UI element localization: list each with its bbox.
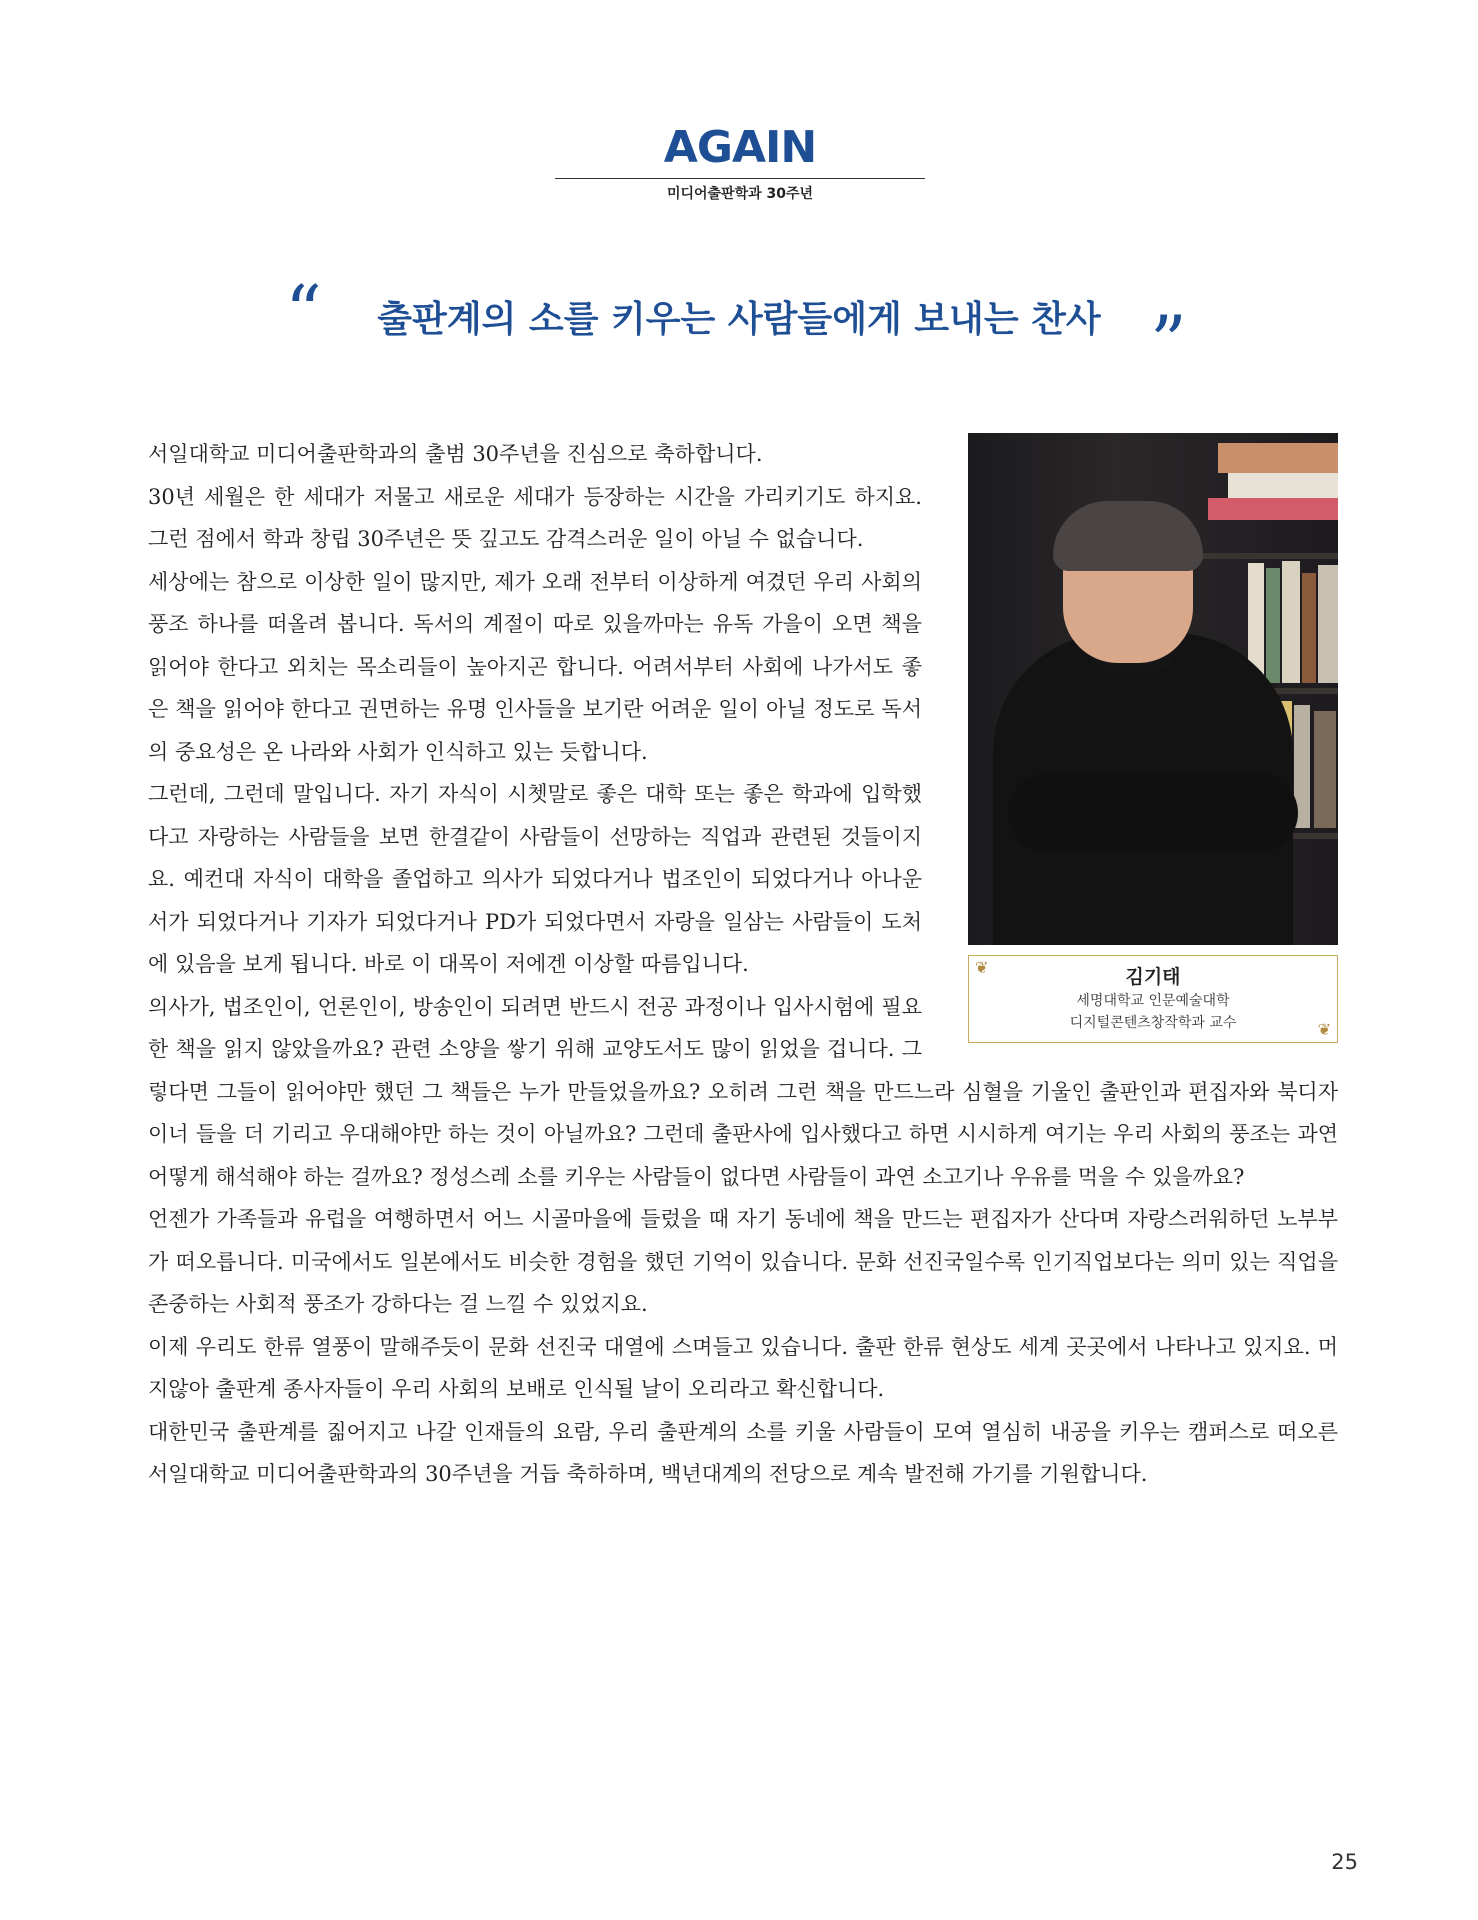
close-quote-icon: ” (1150, 300, 1187, 384)
again-logo: AGAIN (663, 122, 817, 173)
paragraph: 의사가, 법조인이, 언론인이, 방송인이 되려면 반드시 전공 과정이나 입사시험에 필요한 책을 읽지 않았을까요? 관련 소양을 쌓기 위해 교양도서도 많이 읽었을 겁니다. 그렇다면 그들이 읽어야만 했던 그 책들은 누가 만들었을까요? 오히려 그런 책을 만드느라 심혈을 기울인 출판인과 편집자와 북디자이너 들을 더 기리고 우대해야만 하는 것이 아닐까요? 그런데 출판사에 입사했다고 하면 시시하게 여기는 우리 사회의 풍조는 과연 어떻게 해석해야 하는 걸까요? 정성스레 소를 키우는 사람들이 없다면 사람들이 과연 소고기나 우유를 먹을 수 있을까요? (148, 994, 1338, 1189)
paragraph: 서일대학교 미디어출판학과의 출범 30주년을 진심으로 축하합니다. (148, 442, 763, 466)
header-divider (555, 178, 925, 179)
header-subtitle: 미디어출판학과 30주년 (666, 186, 814, 202)
article-body (148, 433, 1338, 1496)
open-quote-icon: “ (285, 270, 322, 354)
profile-block (958, 433, 1338, 1070)
author-affiliation-2: 디지털콘텐츠창작학과 교수 (1069, 1015, 1237, 1031)
paragraph: 대한민국 출판계를 짊어지고 나갈 인재들의 요람, 우리 출판계의 소를 키울 사람들이 모여 열심히 내공을 키우는 캠퍼스로 떠오른 서일대학교 미디어출판학과의 30주년을 거듭 축하하며, 백년대계의 전당으로 계속 발전해 가기를 기원합니다. (148, 1419, 1338, 1486)
author-name: 김기태 (1125, 966, 1181, 988)
author-affiliation-1: 세명대학교 인문예술대학 (1076, 993, 1230, 1009)
paragraph: 이제 우리도 한류 열풍이 말해주듯이 문화 선진국 대열에 스며들고 있습니다. 출판 한류 현상도 세계 곳곳에서 나타나고 있지요. 머지않아 출판계 종사자들이 우리 사회의 보배로 인식될 날이 오리라고 확신합니다. (148, 1334, 1338, 1401)
ornament-icon: ❦ (975, 958, 989, 977)
paragraph: 그런데, 그런데 말입니다. 자기 자식이 시쳇말로 좋은 대학 또는 좋은 학과에 입학했다고 자랑하는 사람들을 보면 한결같이 사람들이 선망하는 직업과 관련된 것들이지요. 예컨대 자식이 대학을 졸업하고 의사가 되었다거나 법조인이 되었다거나 아나운서가 되었다거나 기자가 되었다거나 PD가 되었다면서 자랑을 일삼는 사람들이 도처에 있음을 보게 됩니다. 바로 이 대목이 저에겐 이상할 따름입니다. (148, 782, 922, 976)
author-photo (968, 433, 1338, 945)
author-caption (968, 955, 1338, 1043)
paragraph: 30년 세월은 한 세대가 저물고 새로운 세대가 등장하는 시간을 가리키기도 하지요. 그런 점에서 학과 창립 30주년은 뜻 깊고도 감격스러운 일이 아닐 수 없습니다. (148, 484, 922, 551)
magazine-header (555, 120, 925, 203)
paragraph: 세상에는 참으로 이상한 일이 많지만, 제가 오래 전부터 이상하게 여겼던 우리 사회의 풍조 하나를 떠올려 봅니다. 독서의 계절이 따로 있을까마는 유독 가을이 오면 책을 읽어야 한다고 외치는 목소리들이 높아지곤 합니다. 어려서부터 사회에 나가서도 좋은 책을 읽어야 한다고 권면하는 유명 인사들을 보기란 어려운 일이 아닐 정도로 독서의 중요성은 온 나라와 사회가 인식하고 있는 듯합니다. (148, 569, 922, 764)
paragraph: 언젠가 가족들과 유럽을 여행하면서 어느 시골마을에 들렀을 때 자기 동네에 책을 만드는 편집자가 산다며 자랑스러워하던 노부부가 떠오릅니다. 미국에서도 일본에서도 비슷한 경험을 했던 기억이 있습니다. 문화 선진국일수록 인기직업보다는 의미 있는 직업을 존중하는 사회적 풍조가 강하다는 걸 느낄 수 있었지요. (148, 1207, 1338, 1316)
ornament-icon: ❦ (1317, 1020, 1331, 1039)
page-number: 25 (1331, 1850, 1358, 1874)
article-headline: 출판계의 소를 키우는 사람들에게 보내는 찬사 (377, 299, 1101, 340)
